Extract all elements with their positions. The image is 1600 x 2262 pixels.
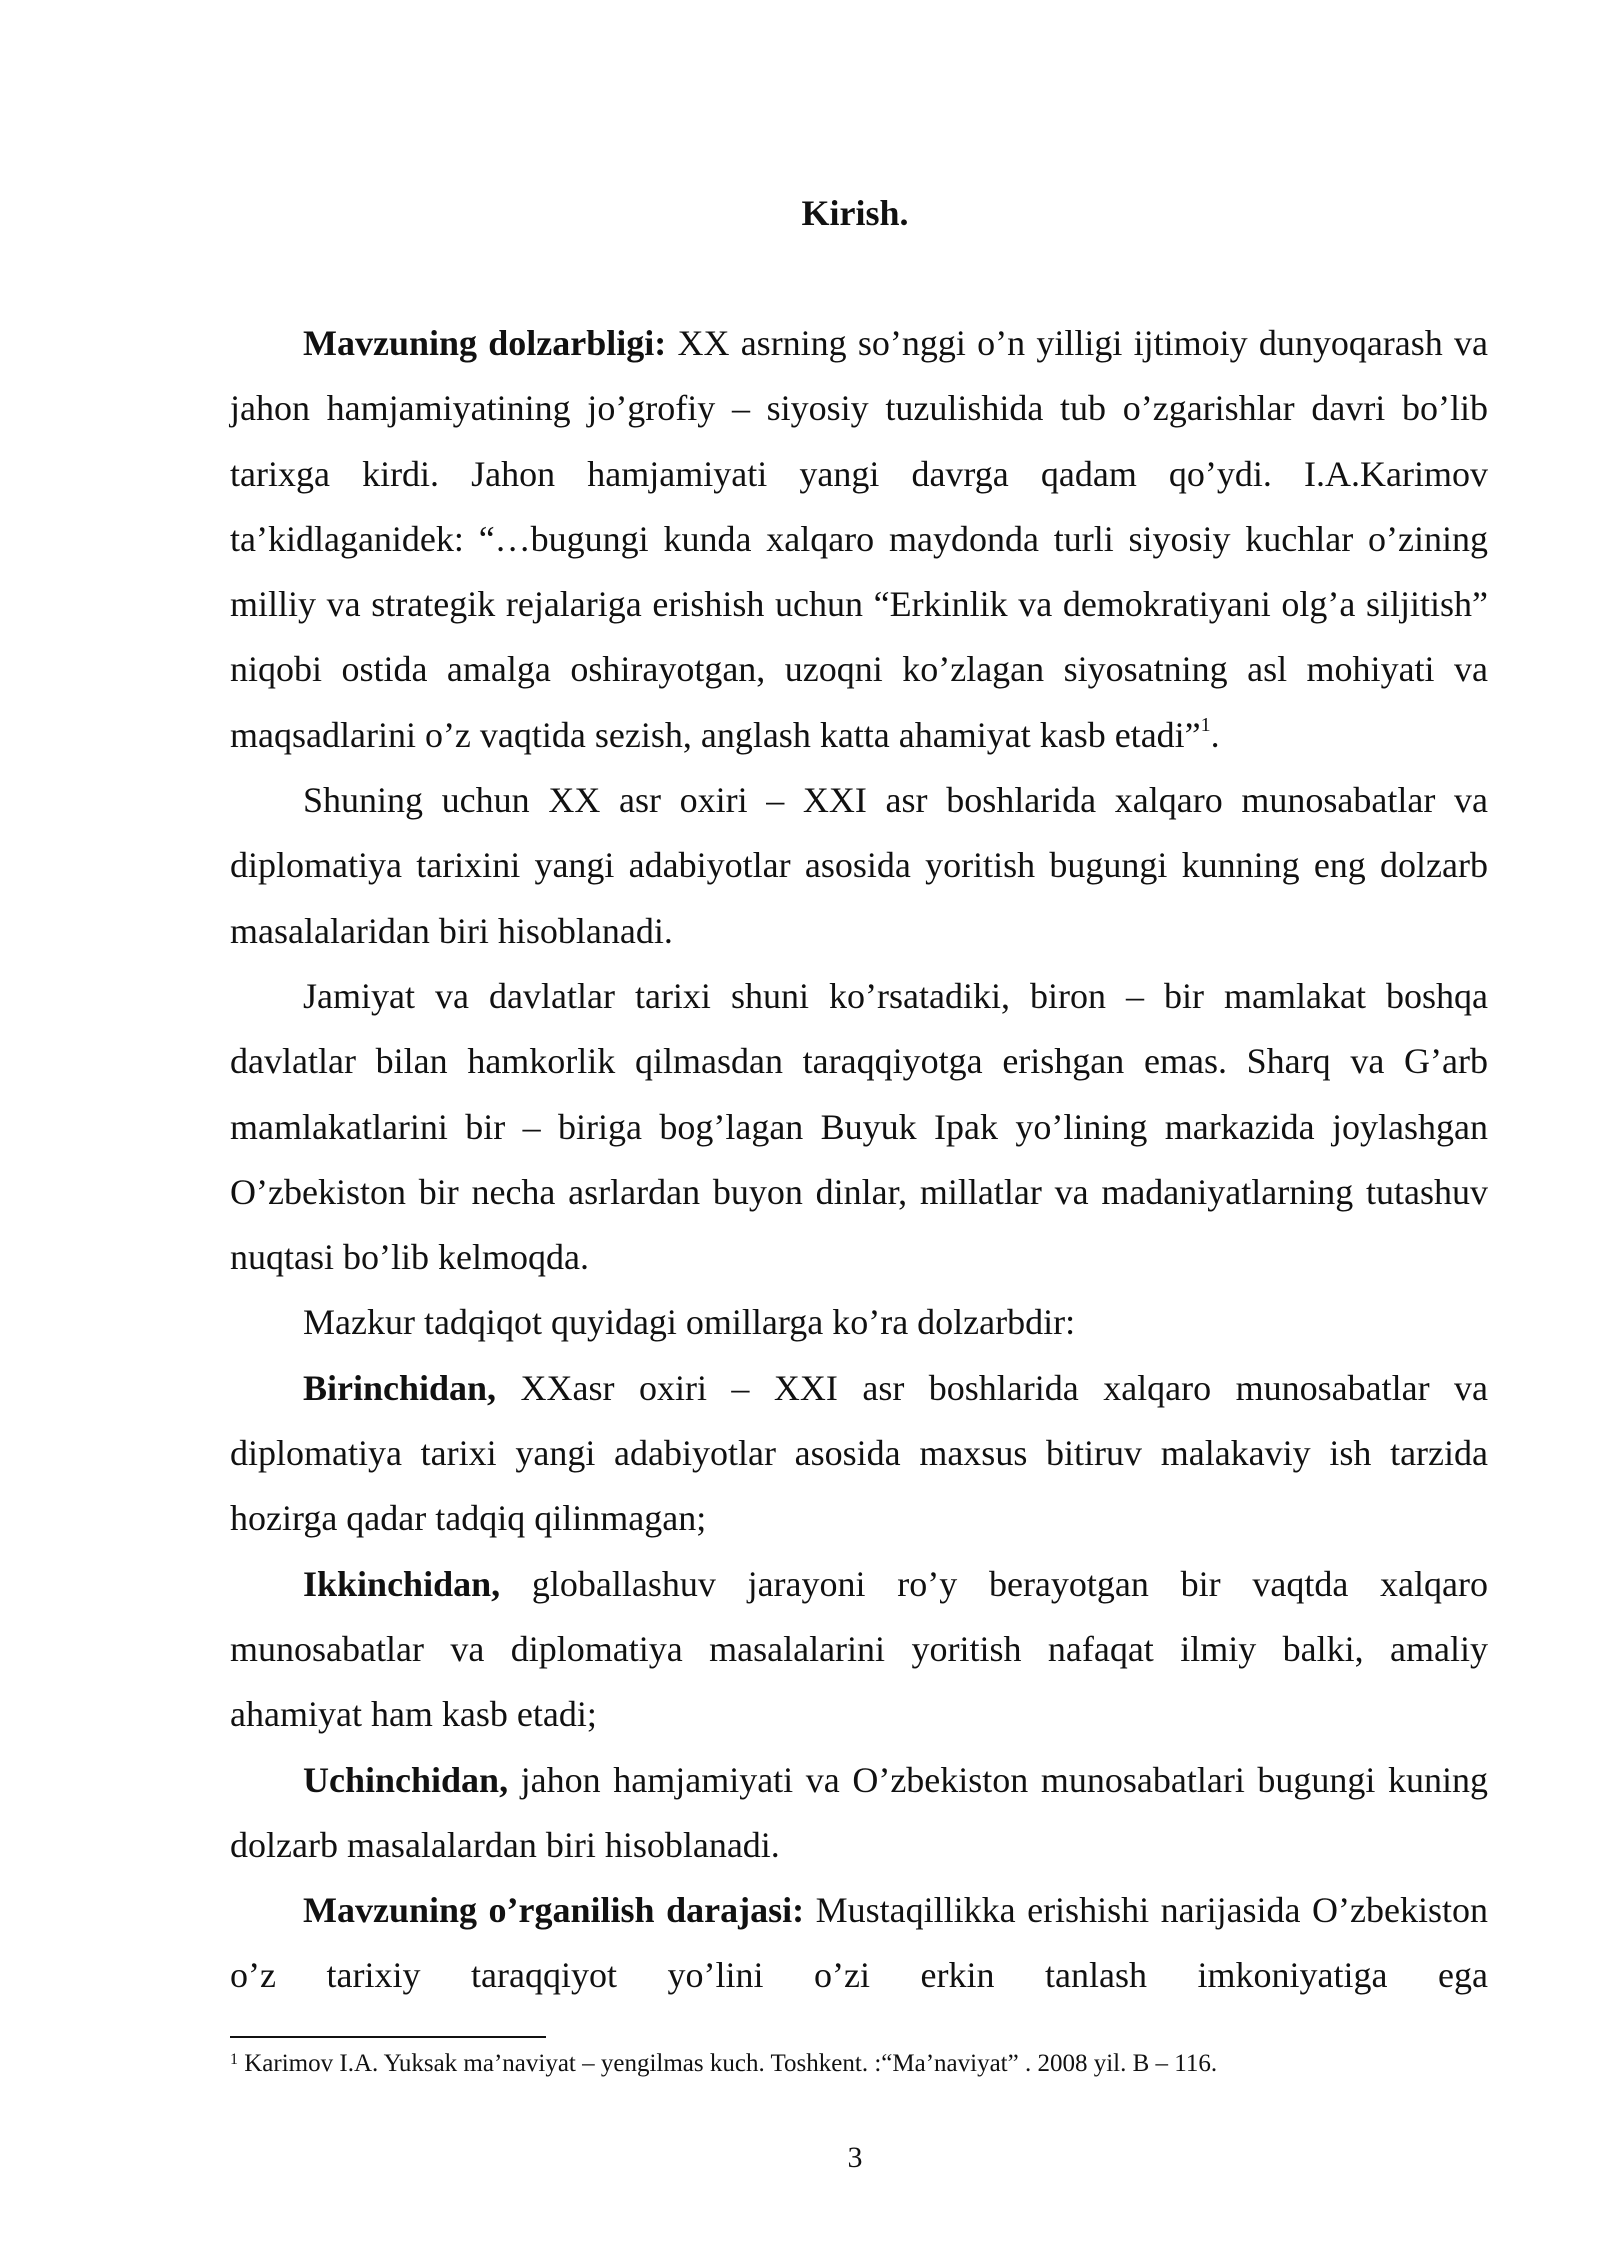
footnote <box>230 2046 1488 2082</box>
footnote-reference[interactable]: 1 <box>1200 713 1211 736</box>
page-number: 3 <box>847 2141 863 2174</box>
paragraph-relevance <box>230 311 1488 768</box>
paragraph-third-factor <box>230 1748 1488 1879</box>
paragraph-text: Mazkur tadqiqot quyidagi omillarga ko’ra dolzarbdir: <box>303 1302 1076 1343</box>
paragraph-text: globallashuv jarayoni ro’y berayotgan bir vaqtda xalqaro munosabatlar va diplomatiya masalalarini yoritish nafaqat ilmiy balki, amaliy ahamiyat ham kasb etadi; <box>230 1563 1488 1735</box>
paragraph-first-factor <box>230 1356 1488 1552</box>
footnote-divider <box>230 2036 546 2038</box>
paragraph-text: Mustaqillikka erishishi narijasida O’zbekiston o’z tarixiy taraqqiyot yo’lini o’zi erkin tanlash imkoniyatiga ega <box>230 1890 1489 1996</box>
paragraph-lead: Uchinchidan, <box>303 1759 509 1800</box>
paragraph-lead: Birinchidan, <box>303 1367 497 1408</box>
paragraph-tail: . <box>1210 714 1220 755</box>
section-heading: Kirish. <box>801 193 909 233</box>
paragraph-text: Jamiyat va davlatlar tarixi shuni ko’rsatadiki, biron – bir mamlakat boshqa davlatlar bilan hamkorlik qilmasdan taraqqiyotga erishgan emas. Sharq va G’arb mamlakatlarini bir – biriga bog’lagan Buyuk Ipak yo’lining markazida joylashgan O’zbekiston bir necha asrlardan buyon dinlar, millatlar va madaniyatlarning tutashuv nuqtasi bo’lib kelmoqda. <box>230 975 1488 1278</box>
paragraph-text: Shuning uchun XX asr oxiri – XXI asr boshlarida xalqaro munosabatlar va diplomatiya tarixini yangi adabiyotlar asosida yoritish bugungi kunning eng dolzarb masalalaridan biri hisoblanadi. <box>230 780 1488 951</box>
paragraph-lead: Mavzuning o’rganilish darajasi: <box>303 1890 805 1931</box>
paragraph-second-factor <box>230 1552 1488 1748</box>
paragraph-text: XXasr oxiri – XXI asr boshlarida xalqaro munosabatlar va diplomatiya tarixi yangi adabiyotlar asosida maxsus bitiruv malakaviy ish tarzida hozirga qadar tadqiq qilinmagan; <box>230 1367 1488 1539</box>
paragraph-lead: Ikkinchidan, <box>303 1563 501 1604</box>
body-text <box>230 311 1488 2009</box>
paragraph-study-level <box>230 1878 1488 2009</box>
paragraph-lead: Mavzuning dolzarbligi: <box>303 323 667 363</box>
paragraph-text: jahon hamjamiyati va O’zbekiston munosabatlari bugungi kuning dolzarb masalalardan biri hisoblanadi. <box>230 1759 1488 1865</box>
footnote-marker: 1 <box>230 2051 238 2068</box>
footnote-text: Karimov I.A. Yuksak ma’naviyat – yengilmas kuch. Toshkent. :“Ma’naviyat” . 2008 yil. B – 116. <box>238 2050 1218 2077</box>
paragraph-text: XX asrning so’nggi o’n yilligi ijtimoiy dunyoqarash va jahon hamjamiyatining jo’grofiy – siyosiy tuzulishida tub o’zgarishlar davri bo’lib tarixga kirdi. Jahon hamjamiyati yangi davrga qadam qo’ydi. I.A.Karimov ta’kidlaganidek: “…bugungi kunda xalqaro maydonda turli siyosiy kuchlar o’zining milliy va strategik rejalariga erishish uchun “Erkinlik va demokratiyani olg’a siljitish” niqobi ostida amalga oshirayotgan, uzoqni ko’zlagan siyosatning asl mohiyati va maqsadlarini o’z vaqtida sezish, anglash katta ahamiyat kasb etadi” <box>230 323 1488 755</box>
